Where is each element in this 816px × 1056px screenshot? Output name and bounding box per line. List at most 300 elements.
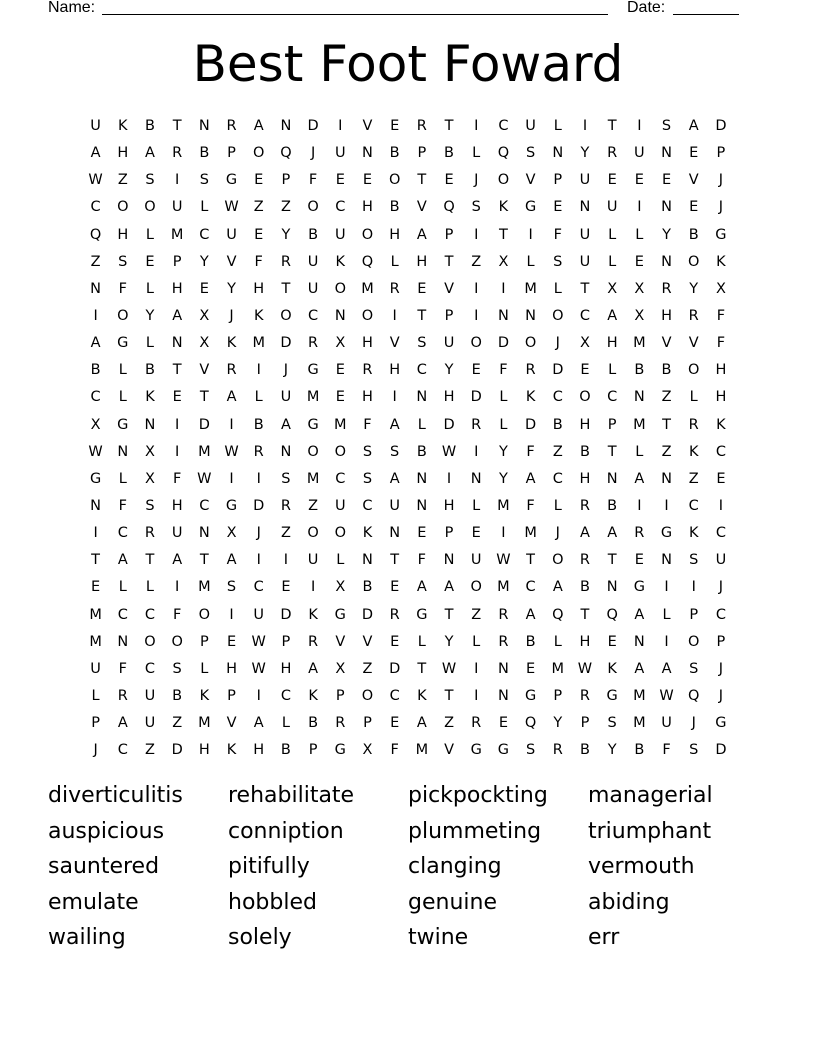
grid-letter[interactable]: T [390,552,400,569]
grid-letter[interactable]: N [90,497,102,514]
grid-letter[interactable]: T [526,552,536,569]
grid-letter[interactable]: O [117,307,129,324]
grid-letter[interactable]: D [552,362,564,379]
grid-letter[interactable]: N [144,416,156,433]
grid-letter[interactable]: S [553,253,563,270]
grid-letter[interactable]: F [390,742,399,759]
grid-letter[interactable]: X [335,335,346,352]
date-blank-line[interactable] [673,14,739,15]
grid-letter[interactable]: G [497,742,510,759]
grid-letter[interactable]: I [528,226,533,243]
grid-letter[interactable]: B [579,443,590,460]
grid-letter[interactable]: B [607,497,618,514]
grid-letter[interactable]: J [229,307,234,324]
grid-letter[interactable]: W [197,470,212,487]
grid-letter[interactable]: P [444,307,454,324]
grid-letter[interactable]: B [661,362,672,379]
grid-letter[interactable]: E [471,525,481,542]
grid-letter[interactable]: Z [145,742,155,759]
grid-letter[interactable]: O [552,552,564,569]
grid-letter[interactable]: Y [227,280,236,297]
grid-letter[interactable]: B [525,633,536,650]
grid-letter[interactable]: Z [444,715,454,732]
grid-letter[interactable]: O [524,335,537,352]
grid-letter[interactable]: N [633,389,645,406]
grid-letter[interactable]: S [199,172,209,189]
grid-letter[interactable]: H [579,470,591,487]
grid-letter[interactable]: R [117,687,128,704]
grid-letter[interactable]: U [606,199,618,216]
grid-letter[interactable]: J [718,172,724,189]
grid-letter[interactable]: Q [688,687,700,704]
grid-letter[interactable]: I [229,416,234,433]
grid-letter[interactable]: Y [580,145,590,162]
grid-letter[interactable]: A [607,307,618,324]
grid-letter[interactable]: B [634,742,645,759]
grid-letter[interactable]: S [390,443,400,460]
grid-letter[interactable]: Z [90,253,101,270]
grid-letter[interactable]: N [117,443,129,460]
grid-letter[interactable]: Z [362,660,373,677]
grid-letter[interactable]: S [689,552,699,569]
grid-letter[interactable]: A [172,307,183,324]
grid-letter[interactable]: O [688,253,700,270]
grid-letter[interactable]: X [634,307,645,324]
grid-letter[interactable]: U [307,280,319,297]
grid-letter[interactable]: Z [280,199,291,216]
grid-letter[interactable]: H [443,389,455,406]
grid-letter[interactable]: A [253,118,264,134]
grid-letter[interactable]: I [256,362,261,379]
grid-letter[interactable]: U [226,226,237,243]
grid-letter[interactable]: C [335,470,346,487]
grid-letter[interactable]: K [688,525,699,542]
grid-letter[interactable]: O [361,307,374,324]
grid-letter[interactable]: P [335,687,345,704]
grid-letter[interactable]: E [335,389,345,406]
grid-letter[interactable]: E [390,715,400,732]
grid-letter[interactable]: K [226,742,237,759]
grid-letter[interactable]: H [171,280,183,297]
grid-letter[interactable]: X [226,525,237,542]
grid-letter[interactable]: J [93,742,98,759]
grid-letter[interactable]: L [118,362,127,379]
grid-letter[interactable]: C [117,742,128,759]
grid-letter[interactable]: C [715,606,726,623]
grid-letter[interactable]: S [417,335,427,352]
grid-letter[interactable]: F [254,253,263,270]
grid-letter[interactable]: D [715,118,727,134]
grid-letter[interactable]: E [281,579,291,596]
grid-letter[interactable]: T [580,280,590,297]
grid-letter[interactable]: X [498,253,509,270]
grid-letter[interactable]: B [688,226,699,243]
grid-letter[interactable]: A [661,660,672,677]
grid-letter[interactable]: N [416,389,428,406]
grid-letter[interactable]: G [225,172,238,189]
grid-letter[interactable]: U [171,525,183,542]
grid-letter[interactable]: X [199,307,210,324]
grid-letter[interactable]: R [226,362,237,379]
grid-letter[interactable]: U [470,552,482,569]
grid-letter[interactable]: M [633,335,646,352]
grid-letter[interactable]: D [497,335,509,352]
grid-letter[interactable]: Z [688,470,699,487]
grid-letter[interactable]: N [497,660,509,677]
grid-letter[interactable]: H [606,335,618,352]
grid-letter[interactable]: G [225,497,238,514]
grid-letter[interactable]: F [308,172,318,189]
grid-letter[interactable]: A [416,715,427,732]
grid-letter[interactable]: I [93,307,98,324]
grid-letter[interactable]: S [689,660,699,677]
grid-letter[interactable]: C [144,660,156,677]
grid-letter[interactable]: E [716,470,726,487]
grid-letter[interactable]: U [579,253,591,270]
grid-letter[interactable]: H [362,389,373,406]
grid-letter[interactable]: J [283,362,289,379]
grid-letter[interactable]: Z [280,525,291,542]
grid-letter[interactable]: E [634,253,644,270]
grid-letter[interactable]: O [688,633,700,650]
grid-letter[interactable]: E [417,525,427,542]
grid-letter[interactable]: J [718,199,724,216]
grid-letter[interactable]: V [688,335,699,352]
grid-letter[interactable]: N [497,687,509,704]
grid-letter[interactable]: A [634,606,645,623]
grid-letter[interactable]: V [335,633,346,650]
grid-letter[interactable]: A [90,145,101,162]
grid-letter[interactable]: L [417,633,426,650]
grid-letter[interactable]: C [416,362,427,379]
grid-letter[interactable]: P [172,253,182,270]
grid-letter[interactable]: A [172,552,183,569]
grid-letter[interactable]: R [552,742,563,759]
grid-letter[interactable]: S [525,145,536,162]
grid-letter[interactable]: M [334,416,347,433]
grid-letter[interactable]: R [362,362,373,379]
grid-letter[interactable]: I [256,470,261,487]
grid-letter[interactable]: K [335,253,346,270]
grid-letter[interactable]: R [688,416,699,433]
grid-letter[interactable]: N [661,470,672,487]
grid-letter[interactable]: K [118,118,128,134]
grid-letter[interactable]: U [144,715,156,732]
grid-letter[interactable]: B [199,145,210,162]
grid-letter[interactable]: A [634,660,645,677]
grid-letter[interactable]: T [662,416,671,433]
grid-letter[interactable]: U [443,335,455,352]
grid-letter[interactable]: D [307,118,319,134]
grid-letter[interactable]: L [526,253,535,270]
grid-letter[interactable]: A [145,145,155,162]
grid-letter[interactable]: T [580,606,590,623]
grid-letter[interactable]: W [251,633,266,650]
grid-letter[interactable]: S [172,660,182,677]
grid-letter[interactable]: P [227,145,236,162]
grid-letter[interactable]: L [200,660,209,677]
grid-letter[interactable]: S [145,172,155,189]
grid-letter[interactable]: C [335,199,346,216]
grid-letter[interactable]: X [607,280,618,297]
grid-letter[interactable]: J [555,525,560,542]
grid-letter[interactable]: O [388,172,401,189]
grid-letter[interactable]: A [634,470,645,487]
grid-letter[interactable]: K [607,660,617,677]
grid-letter[interactable]: W [496,552,511,569]
grid-letter[interactable]: B [308,226,319,243]
grid-letter[interactable]: U [280,389,292,406]
grid-letter[interactable]: T [444,253,454,270]
grid-letter[interactable]: E [390,633,400,650]
grid-letter[interactable]: F [716,307,726,324]
grid-letter[interactable]: E [362,172,373,189]
grid-letter[interactable]: O [470,335,482,352]
grid-letter[interactable]: E [689,199,699,216]
grid-letter[interactable]: I [718,497,724,514]
grid-letter[interactable]: L [200,199,209,216]
grid-letter[interactable]: H [117,226,129,243]
grid-letter[interactable]: M [633,416,646,433]
grid-letter[interactable]: I [664,633,669,650]
grid-letter[interactable]: D [280,335,292,352]
grid-letter[interactable]: S [118,253,128,270]
grid-letter[interactable]: A [580,525,590,542]
grid-letter[interactable]: H [362,199,373,216]
grid-letter[interactable]: U [661,715,672,732]
grid-letter[interactable]: H [389,362,401,379]
grid-letter[interactable]: A [308,660,319,677]
grid-letter[interactable]: R [579,497,590,514]
grid-letter[interactable]: R [661,280,672,297]
grid-letter[interactable]: I [474,443,479,460]
grid-letter[interactable]: E [580,362,590,379]
grid-letter[interactable]: J [718,579,724,596]
grid-letter[interactable]: L [336,552,345,569]
grid-letter[interactable]: H [661,307,672,324]
grid-letter[interactable]: J [555,335,560,352]
grid-letter[interactable]: E [390,118,400,134]
grid-letter[interactable]: H [362,335,373,352]
grid-letter[interactable]: R [688,307,699,324]
grid-letter[interactable]: Q [606,606,618,623]
grid-letter[interactable]: K [199,687,210,704]
grid-letter[interactable]: I [474,226,479,243]
grid-letter[interactable]: C [688,497,699,514]
grid-letter[interactable]: Z [253,199,264,216]
grid-letter[interactable]: M [170,226,184,243]
grid-letter[interactable]: K [253,307,264,324]
grid-letter[interactable]: O [307,525,319,542]
grid-letter[interactable]: P [716,633,726,650]
grid-letter[interactable]: I [582,118,588,134]
grid-letter[interactable]: C [199,226,210,243]
grid-letter[interactable]: D [389,660,401,677]
grid-letter[interactable]: A [688,118,699,134]
grid-letter[interactable]: V [444,280,454,297]
grid-letter[interactable]: W [441,660,457,677]
grid-letter[interactable]: O [334,443,346,460]
grid-letter[interactable]: D [525,416,537,433]
grid-letter[interactable]: A [552,579,563,596]
grid-letter[interactable]: N [525,307,537,324]
grid-letter[interactable]: E [335,362,345,379]
grid-letter[interactable]: Y [607,742,617,759]
grid-letter[interactable]: B [444,145,454,162]
grid-letter[interactable]: T [172,118,182,134]
grid-letter[interactable]: D [253,497,265,514]
grid-letter[interactable]: I [392,307,397,324]
grid-letter[interactable]: N [606,579,618,596]
grid-letter[interactable]: I [446,470,452,487]
grid-letter[interactable]: K [308,687,318,704]
grid-letter[interactable]: N [470,470,482,487]
grid-letter[interactable]: A [389,416,400,433]
grid-letter[interactable]: K [716,253,726,270]
grid-letter[interactable]: L [635,443,644,460]
grid-letter[interactable]: E [145,253,155,270]
grid-letter[interactable]: E [526,660,536,677]
grid-letter[interactable]: Q [552,606,564,623]
grid-letter[interactable]: A [416,226,427,243]
grid-letter[interactable]: I [474,307,479,324]
grid-letter[interactable]: N [579,199,591,216]
grid-letter[interactable]: R [308,633,319,650]
grid-letter[interactable]: Y [689,280,699,297]
grid-letter[interactable]: F [363,416,372,433]
grid-letter[interactable]: P [444,525,454,542]
grid-letter[interactable]: J [474,172,479,189]
grid-letter[interactable]: X [715,280,726,297]
grid-letter[interactable]: T [417,307,427,324]
grid-letter[interactable]: Z [661,389,672,406]
grid-letter[interactable]: M [361,280,374,297]
grid-letter[interactable]: B [172,687,183,704]
grid-letter[interactable]: E [444,172,454,189]
grid-letter[interactable]: E [91,579,101,596]
grid-letter[interactable]: N [198,525,210,542]
grid-letter[interactable]: E [335,172,345,189]
grid-letter[interactable]: G [416,606,428,623]
grid-letter[interactable]: X [145,443,155,460]
grid-letter[interactable]: H [171,497,183,514]
grid-letter[interactable]: W [441,443,457,460]
grid-letter[interactable]: G [470,742,482,759]
grid-letter[interactable]: U [334,226,346,243]
grid-letter[interactable]: E [390,579,400,596]
grid-letter[interactable]: N [661,253,672,270]
grid-letter[interactable]: O [253,145,265,162]
grid-letter[interactable]: K [498,199,509,216]
grid-letter[interactable]: T [417,172,427,189]
grid-letter[interactable]: L [635,226,644,243]
grid-letter[interactable]: M [198,715,211,732]
grid-letter[interactable]: G [117,335,129,352]
grid-letter[interactable]: B [253,416,264,433]
grid-letter[interactable]: N [443,552,455,569]
grid-letter[interactable]: B [416,443,427,460]
grid-letter[interactable]: Y [498,470,508,487]
grid-letter[interactable]: R [389,606,400,623]
grid-letter[interactable]: Y [145,307,155,324]
grid-letter[interactable]: I [310,579,316,596]
grid-letter[interactable]: U [90,118,101,134]
grid-letter[interactable]: R [471,715,482,732]
grid-letter[interactable]: B [389,145,400,162]
grid-letter[interactable]: T [172,362,182,379]
grid-letter[interactable]: I [229,470,234,487]
grid-letter[interactable]: L [118,579,127,596]
grid-letter[interactable]: I [338,118,343,134]
grid-letter[interactable]: I [283,552,289,569]
grid-letter[interactable]: R [634,525,645,542]
grid-letter[interactable]: I [501,525,506,542]
grid-letter[interactable]: H [198,742,210,759]
grid-letter[interactable]: M [198,579,211,596]
grid-letter[interactable]: R [253,443,264,460]
grid-letter[interactable]: R [172,145,183,162]
grid-letter[interactable]: F [526,443,535,460]
grid-letter[interactable]: K [308,606,318,623]
grid-letter[interactable]: D [361,606,374,623]
grid-letter[interactable]: C [525,579,536,596]
grid-letter[interactable]: R [498,633,509,650]
grid-letter[interactable]: R [579,552,590,569]
grid-letter[interactable]: Y [199,253,209,270]
grid-letter[interactable]: L [608,253,617,270]
grid-letter[interactable]: B [144,118,155,134]
grid-letter[interactable]: O [307,199,319,216]
grid-letter[interactable]: S [689,742,699,759]
grid-letter[interactable]: P [607,416,617,433]
grid-letter[interactable]: N [606,470,618,487]
grid-letter[interactable]: L [553,497,562,514]
grid-letter[interactable]: X [199,335,210,352]
grid-letter[interactable]: U [171,199,183,216]
grid-letter[interactable]: M [198,443,211,460]
grid-letter[interactable]: V [389,335,400,352]
grid-letter[interactable]: X [145,470,155,487]
grid-letter[interactable]: I [175,579,180,596]
grid-letter[interactable]: T [607,552,617,569]
grid-letter[interactable]: C [280,687,291,704]
grid-letter[interactable]: S [226,579,237,596]
grid-letter[interactable]: T [498,226,508,243]
grid-letter[interactable]: G [307,362,319,379]
grid-letter[interactable]: N [497,307,509,324]
grid-letter[interactable]: U [307,552,319,569]
grid-letter[interactable]: M [524,280,537,297]
grid-letter[interactable]: V [525,172,536,189]
grid-letter[interactable]: L [662,606,671,623]
grid-letter[interactable]: P [553,687,563,704]
grid-letter[interactable]: U [334,145,346,162]
grid-letter[interactable]: A [280,416,291,433]
grid-letter[interactable]: H [579,633,591,650]
grid-letter[interactable]: D [198,416,210,433]
grid-letter[interactable]: G [524,687,537,704]
grid-letter[interactable]: J [256,525,261,542]
grid-letter[interactable]: I [637,497,642,514]
grid-letter[interactable]: C [362,497,373,514]
grid-letter[interactable]: I [474,660,479,677]
grid-letter[interactable]: M [497,579,510,596]
grid-letter[interactable]: E [199,280,209,297]
grid-letter[interactable]: E [254,226,264,243]
grid-letter[interactable]: E [172,389,182,406]
grid-letter[interactable]: B [308,715,319,732]
grid-letter[interactable]: H [715,389,727,406]
